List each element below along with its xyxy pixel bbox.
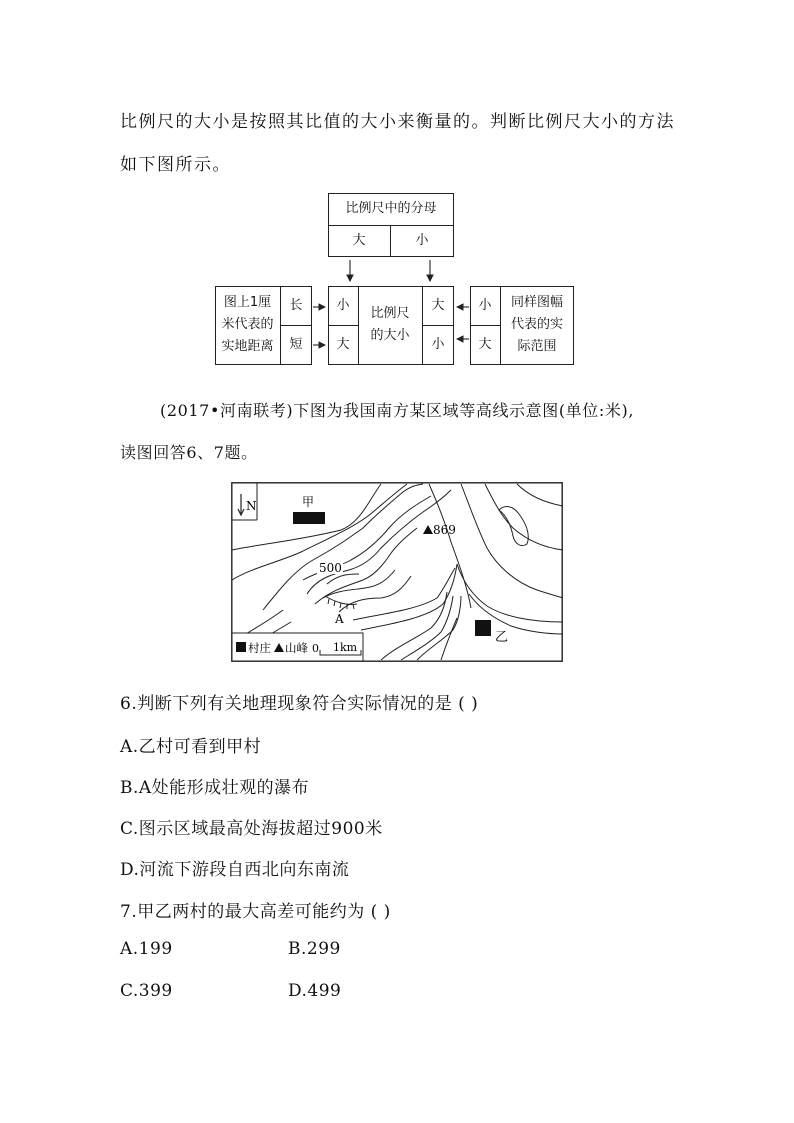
denominator-title: 比例尺中的分母 <box>345 201 437 216</box>
diagram-arrows <box>0 0 794 400</box>
left-short: 短 <box>289 337 303 352</box>
question-7-option-d: D.499 <box>288 981 342 1001</box>
denominator-large: 大 <box>352 233 366 248</box>
center-left-large: 大 <box>336 337 350 352</box>
legend-peak-label: 山峰 <box>285 641 308 655</box>
intro-line-1: 比例尺的大小是按照其比值的大小来衡量的。判断比例尺大小的方法 <box>120 112 675 132</box>
point-a-label: A <box>335 612 344 626</box>
legend-village-icon <box>236 642 246 652</box>
legend-village-label: 村庄 <box>248 641 271 655</box>
left-long: 长 <box>289 297 303 313</box>
question-7-option-a: A.199 <box>120 939 173 959</box>
village-yi-marker <box>475 620 491 636</box>
question-7-option-b: B.299 <box>288 939 341 959</box>
scale-km: 1km <box>333 641 358 654</box>
context-line-1: (2017•河南联考)下图为我国南方某区域等高线示意图(单位:米), <box>160 401 635 420</box>
question-6-option-a: A.乙村可看到甲村 <box>120 737 262 757</box>
right-small: 小 <box>478 297 492 313</box>
contour-label-500: 500 <box>319 561 342 575</box>
question-6-option-c: C.图示区域最高处海拔超过900米 <box>120 819 383 839</box>
center-right-small: 小 <box>431 337 445 352</box>
denominator-small: 小 <box>415 233 429 248</box>
right-desc-2: 代表的实 <box>510 317 563 332</box>
center-right-large: 大 <box>431 297 445 313</box>
right-desc-1: 同样图幅 <box>510 295 563 310</box>
village-jia-marker <box>293 512 325 524</box>
left-desc-3: 实地距离 <box>221 339 274 354</box>
scale-zero: 0 <box>312 642 319 655</box>
question-7-stem: 7.甲乙两村的最大高差可能约为 ( ) <box>120 902 391 922</box>
contour-map <box>231 482 563 662</box>
right-large: 大 <box>478 337 492 352</box>
left-desc-2: 米代表的 <box>221 317 274 332</box>
intro-line-2: 如下图所示。 <box>120 155 231 175</box>
left-desc-1: 图上1厘 <box>223 295 272 310</box>
center-label-1: 比例尺 <box>370 306 410 321</box>
north-label: N <box>246 499 257 513</box>
right-desc-3: 际范围 <box>517 339 557 354</box>
question-6-option-d: D.河流下游段自西北向东南流 <box>120 860 350 880</box>
center-left-small: 小 <box>336 297 350 313</box>
question-7-option-c: C.399 <box>120 981 173 1001</box>
question-6-option-b: B.A处能形成壮观的瀑布 <box>120 778 310 798</box>
village-yi-label: 乙 <box>495 630 509 645</box>
center-label-2: 的大小 <box>370 328 410 343</box>
question-6-stem: 6.判断下列有关地理现象符合实际情况的是 ( ) <box>120 694 479 714</box>
peak-elevation: 869 <box>433 523 456 537</box>
village-jia-label: 甲 <box>302 495 315 509</box>
context-line-2: 读图回答6、7题。 <box>120 443 258 462</box>
